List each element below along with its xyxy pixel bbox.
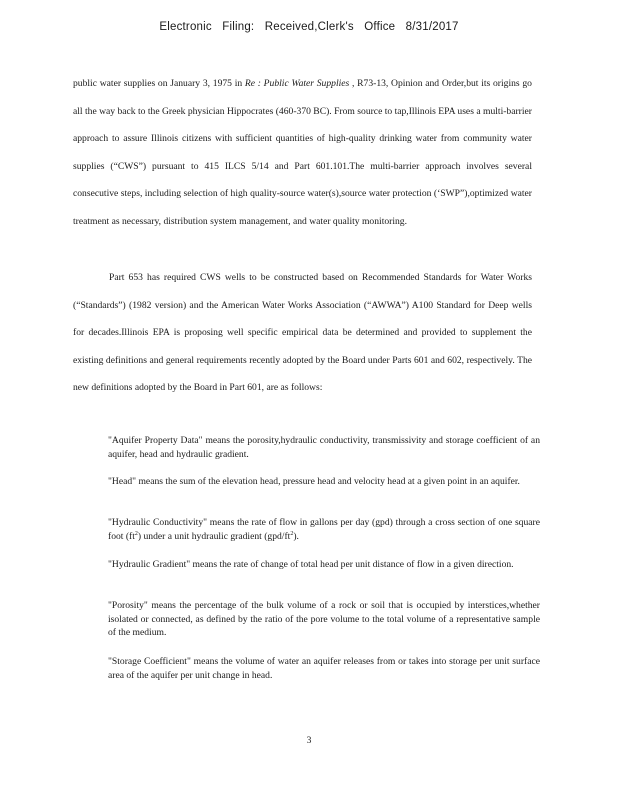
case-citation: Re : Public Water Supplies [244, 78, 350, 89]
definition-hydraulic-conductivity [108, 516, 540, 543]
paragraph-text: , R73-13, Opinion and Order,but its origins go all the way back to the Greek physician Hippocrates (460-370 BC). From source to tap,Illinois EPA uses a multi-barrier approach to assure Illinois citizens with sufficient quantities of high-quality drinking water from community water supplies (“CWS”) pursuant to 415 ILCS 5/14 and Part 601.101.The multi-barrier approach involves several consecutive steps, including selection of high quality-source water(s),source water protection (‘SWP”),optimized water treatment as necessary, distribution system management, and water quality monitoring. [73, 78, 532, 227]
definition-porosity: "Porosity" means the percentage of the bulk volume of a rock or soil that is occupied by interstices,whether isolated or connected, as defined by the ratio of the pore volume to the total volume of a representative sample of the medium. [108, 600, 540, 638]
definition-aquifer-property-data: "Aquifer Property Data" means the porosity,hydraulic conductivity, transmissivity and storage coefficient of an aquifer, head and hydraulic gradient. [108, 435, 540, 460]
superscript: 2 [134, 530, 138, 537]
paragraph-part-653: Part 653 has required CWS wells to be constructed based on Recommended Standards for Water Works (“Standards”) (1982 version) and the American Water Works Association (“AWWA”) A100 Standard for Deep wells for decades.Illinois EPA is proposing well specific empirical data be determined and provided to supplement the existing definitions and general requirements recently adopted by the Board under Parts 601 and 602, respectively. The new definitions adopted by the Board in Part 601, are as follows: [73, 272, 532, 394]
paragraph-water-supply-history [73, 70, 532, 236]
definition-text: ). [293, 530, 299, 542]
definition-storage-coefficient: "Storage Coefficient" means the volume of water an aquifer releases from or takes into storage per unit surface area of the aquifer per unit change in head. [108, 656, 540, 681]
filing-header: Electronic Filing: Received,Clerk's Office 8/31/2017 [159, 21, 459, 33]
paragraph-text: public water supplies on January 3, 1975 in [73, 78, 245, 89]
definition-text: "Hydraulic Conductivity" means the rate of flow in gallons per day (gpd) through a cross section of one square foot (ft [108, 517, 540, 542]
definition-text: ) under a unit hydraulic gradient (gpd/ft [137, 530, 291, 542]
definition-head: "Head" means the sum of the elevation head, pressure head and velocity head at a given point in an aquifer. [108, 476, 520, 487]
definition-hydraulic-gradient: "Hydraulic Gradient" means the rate of change of total head per unit distance of flow in a given direction. [108, 559, 514, 570]
page-number: 3 [306, 735, 312, 746]
superscript: 2 [290, 530, 294, 537]
